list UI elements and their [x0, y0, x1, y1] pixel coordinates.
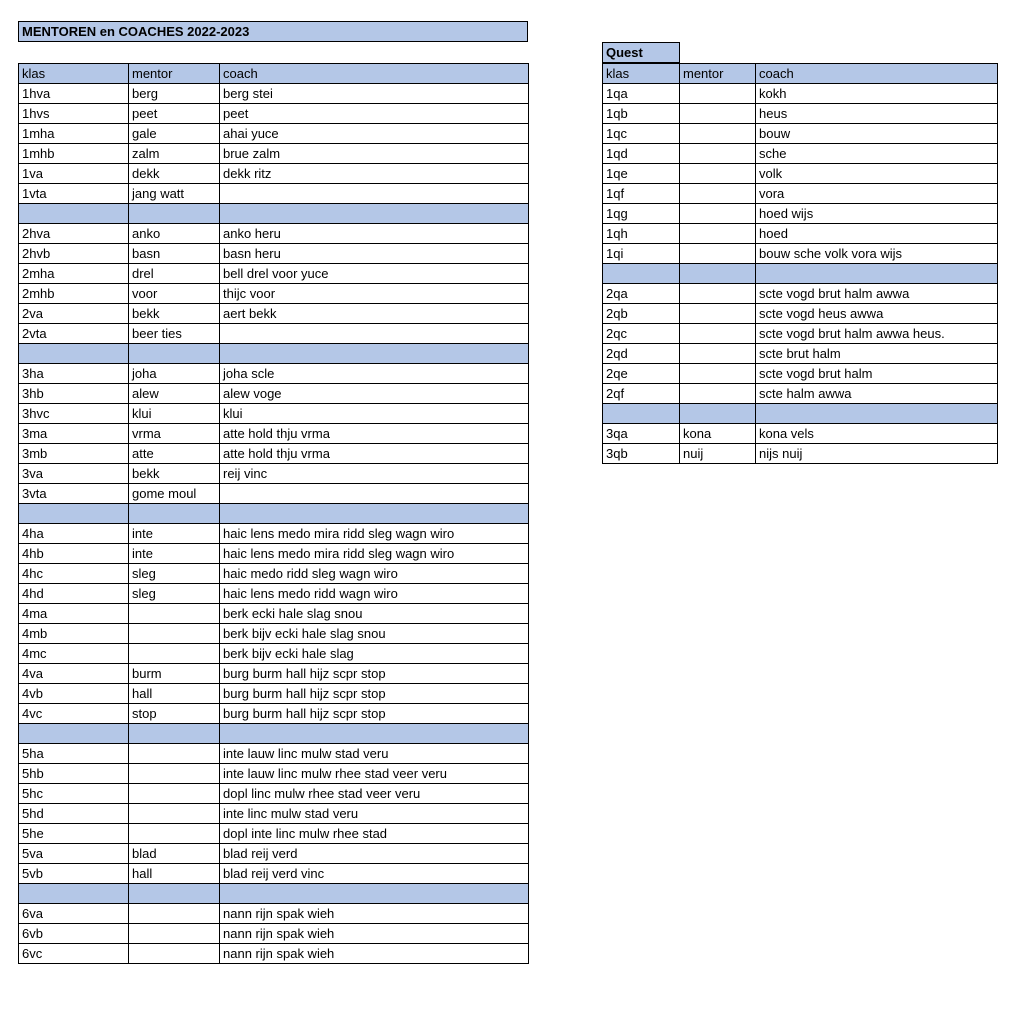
- coach-cell: haic lens medo mira ridd sleg wagn wiro: [220, 524, 529, 544]
- klas-cell: 1qe: [603, 164, 680, 184]
- coach-cell: bouw: [756, 124, 998, 144]
- separator-row: [603, 404, 998, 424]
- mentor-cell: kona: [680, 424, 756, 444]
- coach-cell: scte vogd brut halm awwa: [756, 284, 998, 304]
- klas-cell: 6vb: [19, 924, 129, 944]
- mentor-cell: alew: [129, 384, 220, 404]
- mentor-cell: gome moul: [129, 484, 220, 504]
- klas-cell: 1qb: [603, 104, 680, 124]
- klas-cell: 5hc: [19, 784, 129, 804]
- table-row: [603, 124, 998, 144]
- coach-cell: scte halm awwa: [756, 384, 998, 404]
- klas-cell: 5vb: [19, 864, 129, 884]
- mentor-cell: [680, 364, 756, 384]
- coach-cell: scte brut halm: [756, 344, 998, 364]
- table-row: [19, 484, 529, 504]
- coach-cell: hoed: [756, 224, 998, 244]
- mentor-cell: voor: [129, 284, 220, 304]
- table-row: [19, 464, 529, 484]
- mentor-cell: [680, 344, 756, 364]
- table-row: [19, 744, 529, 764]
- coach-cell: bouw sche volk vora wijs: [756, 244, 998, 264]
- klas-cell: 4ha: [19, 524, 129, 544]
- coach-cell: sche: [756, 144, 998, 164]
- main-table: [18, 63, 529, 964]
- mentor-cell: inte: [129, 544, 220, 564]
- separator-row: [19, 204, 529, 224]
- table-row: [603, 324, 998, 344]
- mentor-cell: drel: [129, 264, 220, 284]
- coach-cell: bell drel voor yuce: [220, 264, 529, 284]
- mentor-cell: inte: [129, 524, 220, 544]
- klas-cell: 3qa: [603, 424, 680, 444]
- table-row: [19, 564, 529, 584]
- mentor-cell: berg: [129, 84, 220, 104]
- separator-row: [19, 724, 529, 744]
- coach-cell: dopl inte linc mulw rhee stad: [220, 824, 529, 844]
- table-row: [603, 244, 998, 264]
- klas-cell: 1hva: [19, 84, 129, 104]
- klas-cell: 1qi: [603, 244, 680, 264]
- mentor-cell: [129, 904, 220, 924]
- table-row: [603, 304, 998, 324]
- table-row: [603, 344, 998, 364]
- separator-cell: [680, 264, 756, 284]
- klas-cell: 2qa: [603, 284, 680, 304]
- klas-cell: 4hc: [19, 564, 129, 584]
- klas-cell: 1mha: [19, 124, 129, 144]
- coach-cell: scte vogd brut halm awwa heus.: [756, 324, 998, 344]
- mentor-cell: peet: [129, 104, 220, 124]
- mentor-cell: nuij: [680, 444, 756, 464]
- coach-cell: atte hold thju vrma: [220, 444, 529, 464]
- klas-cell: 2qe: [603, 364, 680, 384]
- separator-cell: [756, 404, 998, 424]
- klas-cell: 4hd: [19, 584, 129, 604]
- klas-cell: 4vb: [19, 684, 129, 704]
- coach-cell: nann rijn spak wieh: [220, 904, 529, 924]
- klas-cell: 4hb: [19, 544, 129, 564]
- table-row: [603, 364, 998, 384]
- coach-cell: inte lauw linc mulw stad veru: [220, 744, 529, 764]
- klas-cell: 2qb: [603, 304, 680, 324]
- table-row: [19, 704, 529, 724]
- klas-cell: 2vta: [19, 324, 129, 344]
- mentor-cell: [680, 244, 756, 264]
- separator-cell: [129, 724, 220, 744]
- mentor-cell: [129, 784, 220, 804]
- coach-cell: burg burm hall hijz scpr stop: [220, 704, 529, 724]
- klas-cell: 3qb: [603, 444, 680, 464]
- coach-cell: burg burm hall hijz scpr stop: [220, 684, 529, 704]
- mentor-cell: [680, 124, 756, 144]
- mentor-cell: dekk: [129, 164, 220, 184]
- table-row: [603, 204, 998, 224]
- mentor-cell: [680, 164, 756, 184]
- mentor-cell: blad: [129, 844, 220, 864]
- table-row: [19, 624, 529, 644]
- column-header-klas: klas: [19, 64, 129, 84]
- table-row: [19, 944, 529, 964]
- separator-cell: [129, 884, 220, 904]
- klas-cell: 1qd: [603, 144, 680, 164]
- mentor-cell: bekk: [129, 464, 220, 484]
- klas-cell: 3mb: [19, 444, 129, 464]
- klas-cell: 1va: [19, 164, 129, 184]
- coach-cell: dopl linc mulw rhee stad veer veru: [220, 784, 529, 804]
- coach-cell: burg burm hall hijz scpr stop: [220, 664, 529, 684]
- klas-cell: 1vta: [19, 184, 129, 204]
- mentor-cell: sleg: [129, 564, 220, 584]
- mentor-cell: [129, 824, 220, 844]
- table-row: [603, 384, 998, 404]
- table-row: [19, 524, 529, 544]
- mentor-cell: [680, 224, 756, 244]
- coach-cell: scte vogd heus awwa: [756, 304, 998, 324]
- coach-cell: aert bekk: [220, 304, 529, 324]
- coach-cell: blad reij verd: [220, 844, 529, 864]
- coach-cell: haic medo ridd sleg wagn wiro: [220, 564, 529, 584]
- separator-cell: [19, 724, 129, 744]
- mentor-cell: [680, 384, 756, 404]
- klas-cell: 4ma: [19, 604, 129, 624]
- table-row: [603, 444, 998, 464]
- table-row: [19, 264, 529, 284]
- table-row: [19, 184, 529, 204]
- mentor-cell: hall: [129, 864, 220, 884]
- coach-cell: nijs nuij: [756, 444, 998, 464]
- table-row: [19, 144, 529, 164]
- klas-cell: 1qg: [603, 204, 680, 224]
- coach-cell: heus: [756, 104, 998, 124]
- mentor-cell: [680, 204, 756, 224]
- column-header-klas: klas: [603, 64, 680, 84]
- separator-cell: [129, 504, 220, 524]
- separator-cell: [220, 884, 529, 904]
- separator-cell: [129, 344, 220, 364]
- mentor-cell: hall: [129, 684, 220, 704]
- table-row: [19, 224, 529, 244]
- separator-cell: [19, 884, 129, 904]
- coach-cell: joha scle: [220, 364, 529, 384]
- klas-cell: 2mha: [19, 264, 129, 284]
- mentor-cell: jang watt: [129, 184, 220, 204]
- table-row: [19, 924, 529, 944]
- mentor-cell: [129, 604, 220, 624]
- coach-cell: berk bijv ecki hale slag snou: [220, 624, 529, 644]
- klas-cell: 4va: [19, 664, 129, 684]
- table-row: [19, 824, 529, 844]
- coach-cell: peet: [220, 104, 529, 124]
- coach-cell: scte vogd brut halm: [756, 364, 998, 384]
- quest-table: [602, 63, 998, 464]
- coach-cell: berk ecki hale slag snou: [220, 604, 529, 624]
- mentor-cell: klui: [129, 404, 220, 424]
- klas-cell: 5va: [19, 844, 129, 864]
- coach-cell: alew voge: [220, 384, 529, 404]
- column-header-coach: coach: [220, 64, 529, 84]
- separator-cell: [756, 264, 998, 284]
- klas-cell: 1hvs: [19, 104, 129, 124]
- mentor-cell: [680, 184, 756, 204]
- klas-cell: 2qd: [603, 344, 680, 364]
- coach-cell: atte hold thju vrma: [220, 424, 529, 444]
- klas-cell: 3vta: [19, 484, 129, 504]
- table-row: [19, 424, 529, 444]
- table-row: [19, 164, 529, 184]
- table-row: [19, 104, 529, 124]
- klas-cell: 3hvc: [19, 404, 129, 424]
- mentor-cell: sleg: [129, 584, 220, 604]
- mentor-cell: [129, 644, 220, 664]
- separator-cell: [220, 204, 529, 224]
- klas-cell: 2qf: [603, 384, 680, 404]
- coach-cell: [220, 484, 529, 504]
- klas-cell: 2mhb: [19, 284, 129, 304]
- mentor-cell: beer ties: [129, 324, 220, 344]
- table-row: [603, 84, 998, 104]
- mentor-cell: burm: [129, 664, 220, 684]
- klas-cell: 3hb: [19, 384, 129, 404]
- table-row: [603, 164, 998, 184]
- separator-cell: [19, 344, 129, 364]
- table-row: [19, 404, 529, 424]
- coach-cell: anko heru: [220, 224, 529, 244]
- coach-cell: berk bijv ecki hale slag: [220, 644, 529, 664]
- mentor-cell: anko: [129, 224, 220, 244]
- table-row: [19, 664, 529, 684]
- table-row: [19, 604, 529, 624]
- table-row: [19, 384, 529, 404]
- separator-cell: [220, 344, 529, 364]
- separator-cell: [220, 504, 529, 524]
- klas-cell: 4mb: [19, 624, 129, 644]
- mentor-cell: [129, 764, 220, 784]
- coach-cell: thijc voor: [220, 284, 529, 304]
- separator-cell: [19, 204, 129, 224]
- table-row: [19, 544, 529, 564]
- coach-cell: inte linc mulw stad veru: [220, 804, 529, 824]
- table-row: [19, 364, 529, 384]
- klas-cell: 6vc: [19, 944, 129, 964]
- coach-cell: kona vels: [756, 424, 998, 444]
- separator-cell: [129, 204, 220, 224]
- table-row: [19, 444, 529, 464]
- table-row: [603, 104, 998, 124]
- table-header-row: [603, 64, 998, 84]
- coach-cell: [220, 324, 529, 344]
- klas-cell: 5ha: [19, 744, 129, 764]
- table-row: [19, 284, 529, 304]
- mentor-cell: [129, 624, 220, 644]
- separator-row: [19, 344, 529, 364]
- mentor-cell: vrma: [129, 424, 220, 444]
- quest-title: Quest: [602, 42, 680, 63]
- separator-row: [603, 264, 998, 284]
- klas-cell: 1mhb: [19, 144, 129, 164]
- klas-cell: 1qc: [603, 124, 680, 144]
- table-row: [19, 784, 529, 804]
- table-row: [19, 324, 529, 344]
- mentor-cell: [680, 84, 756, 104]
- mentor-cell: [680, 104, 756, 124]
- table-row: [19, 584, 529, 604]
- klas-cell: 2hva: [19, 224, 129, 244]
- mentor-cell: [680, 304, 756, 324]
- klas-cell: 2va: [19, 304, 129, 324]
- coach-cell: ahai yuce: [220, 124, 529, 144]
- klas-cell: 1qh: [603, 224, 680, 244]
- mentor-cell: [129, 944, 220, 964]
- mentor-cell: basn: [129, 244, 220, 264]
- mentor-cell: [680, 324, 756, 344]
- page-title: MENTOREN en COACHES 2022-2023: [18, 21, 528, 42]
- separator-cell: [19, 504, 129, 524]
- mentor-cell: atte: [129, 444, 220, 464]
- coach-cell: [220, 184, 529, 204]
- klas-cell: 3ha: [19, 364, 129, 384]
- coach-cell: nann rijn spak wieh: [220, 944, 529, 964]
- table-row: [603, 144, 998, 164]
- coach-cell: reij vinc: [220, 464, 529, 484]
- table-row: [19, 244, 529, 264]
- coach-cell: hoed wijs: [756, 204, 998, 224]
- table-row: [19, 684, 529, 704]
- coach-cell: inte lauw linc mulw rhee stad veer veru: [220, 764, 529, 784]
- table-row: [19, 904, 529, 924]
- klas-cell: 6va: [19, 904, 129, 924]
- klas-cell: 3ma: [19, 424, 129, 444]
- coach-cell: volk: [756, 164, 998, 184]
- separator-row: [19, 504, 529, 524]
- separator-cell: [603, 264, 680, 284]
- coach-cell: klui: [220, 404, 529, 424]
- separator-cell: [680, 404, 756, 424]
- column-header-mentor: mentor: [129, 64, 220, 84]
- table-row: [19, 804, 529, 824]
- mentor-cell: gale: [129, 124, 220, 144]
- klas-cell: 5he: [19, 824, 129, 844]
- table-row: [19, 644, 529, 664]
- klas-cell: 3va: [19, 464, 129, 484]
- mentor-cell: [680, 284, 756, 304]
- klas-cell: 5hd: [19, 804, 129, 824]
- coach-cell: brue zalm: [220, 144, 529, 164]
- table-row: [603, 424, 998, 444]
- coach-cell: vora: [756, 184, 998, 204]
- mentor-cell: bekk: [129, 304, 220, 324]
- separator-cell: [220, 724, 529, 744]
- klas-cell: 1qf: [603, 184, 680, 204]
- mentor-cell: [129, 804, 220, 824]
- table-row: [603, 224, 998, 244]
- klas-cell: 1qa: [603, 84, 680, 104]
- table-row: [603, 184, 998, 204]
- separator-cell: [603, 404, 680, 424]
- mentor-cell: [129, 924, 220, 944]
- mentor-cell: stop: [129, 704, 220, 724]
- klas-cell: 2hvb: [19, 244, 129, 264]
- coach-cell: dekk ritz: [220, 164, 529, 184]
- coach-cell: haic lens medo mira ridd sleg wagn wiro: [220, 544, 529, 564]
- table-row: [19, 844, 529, 864]
- coach-cell: blad reij verd vinc: [220, 864, 529, 884]
- table-row: [19, 304, 529, 324]
- column-header-mentor: mentor: [680, 64, 756, 84]
- column-header-coach: coach: [756, 64, 998, 84]
- mentor-cell: joha: [129, 364, 220, 384]
- table-header-row: [19, 64, 529, 84]
- klas-cell: 2qc: [603, 324, 680, 344]
- klas-cell: 5hb: [19, 764, 129, 784]
- mentor-cell: zalm: [129, 144, 220, 164]
- klas-cell: 4mc: [19, 644, 129, 664]
- coach-cell: berg stei: [220, 84, 529, 104]
- mentor-cell: [129, 744, 220, 764]
- table-row: [19, 84, 529, 104]
- coach-cell: nann rijn spak wieh: [220, 924, 529, 944]
- coach-cell: haic lens medo ridd wagn wiro: [220, 584, 529, 604]
- table-row: [19, 124, 529, 144]
- table-row: [603, 284, 998, 304]
- coach-cell: basn heru: [220, 244, 529, 264]
- separator-row: [19, 884, 529, 904]
- klas-cell: 4vc: [19, 704, 129, 724]
- mentor-cell: [680, 144, 756, 164]
- table-row: [19, 764, 529, 784]
- table-row: [19, 864, 529, 884]
- coach-cell: kokh: [756, 84, 998, 104]
